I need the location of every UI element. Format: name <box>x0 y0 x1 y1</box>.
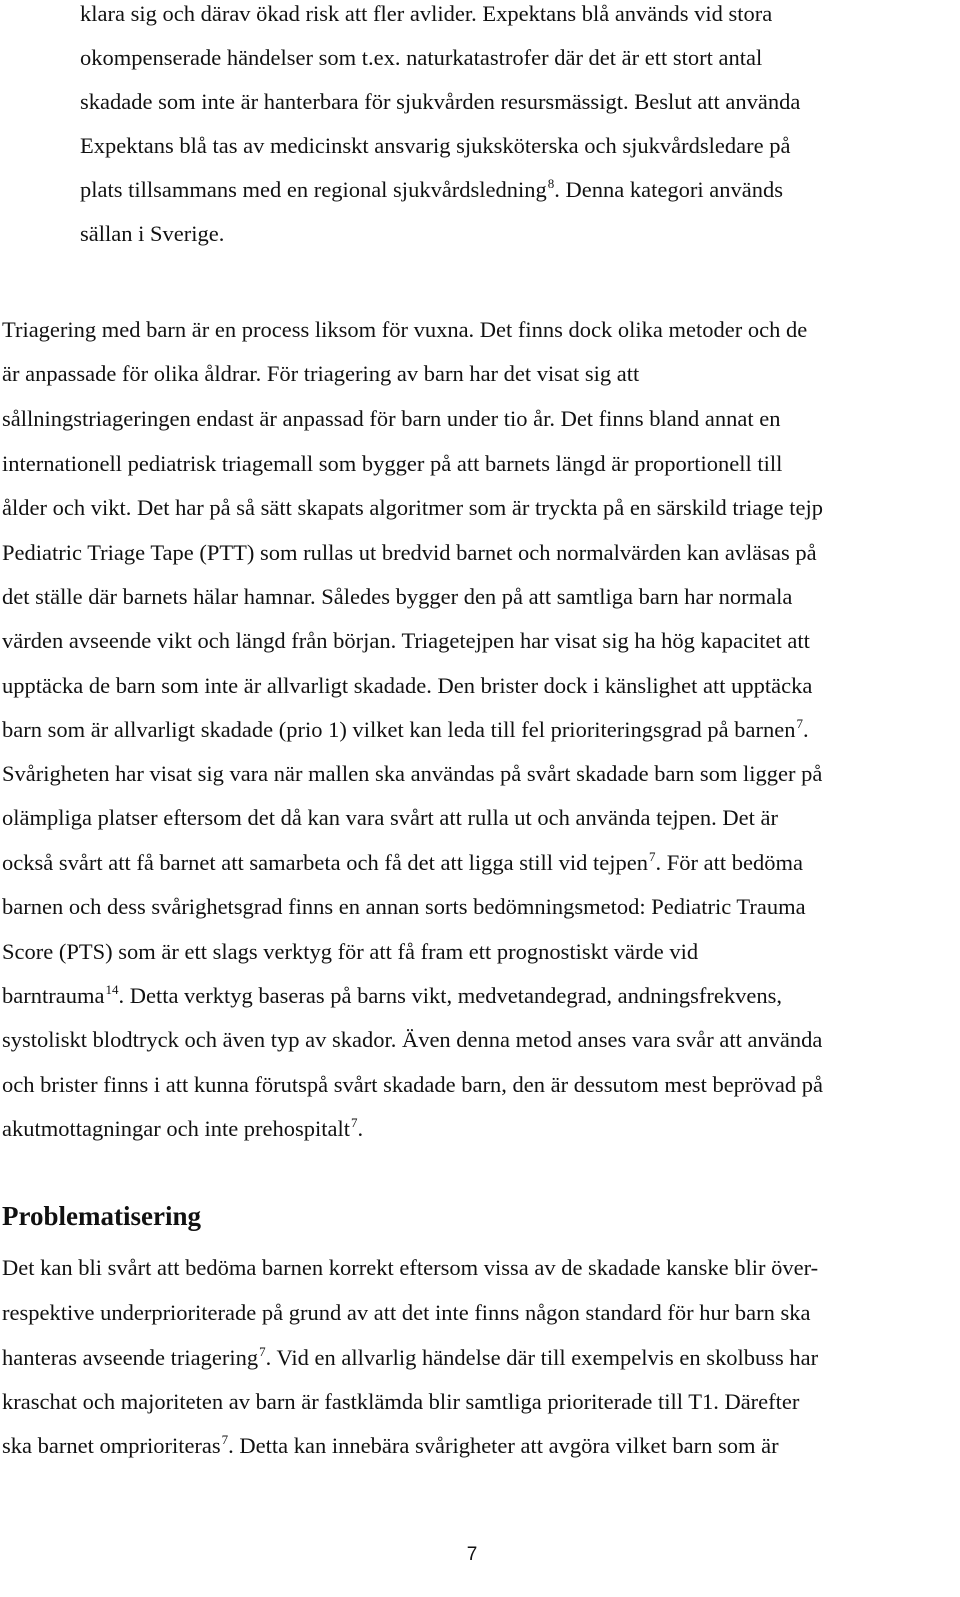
text-line: ålder och vikt. Det har på så sätt skapats algoritmer som är tryckta på en särskild triage tejp <box>2 495 823 520</box>
text-line: systoliskt blodtryck och även typ av skador. Även denna metod anses vara svår att använda <box>2 1027 823 1052</box>
text-line: barntrauma$^{14}$. Detta verktyg baseras på barns vikt, medvetandegrad, andningsfrekvens, <box>2 982 782 1008</box>
text-line: Svårigheten har visat sig vara när mallen ska användas på svårt skadade barn som ligger på <box>2 761 823 786</box>
text-line: värden avseende vikt och längd från början. Triagetejpen har visat sig ha hög kapacitet att <box>2 628 810 653</box>
text-line: okompenserade händelser som t.ex. naturkatastrofer där det är ett stort antal <box>80 45 763 70</box>
text-line: sällan i Sverige. <box>80 221 225 246</box>
text-line: Expektans blå tas av medicinskt ansvarig sjuksköterska och sjukvårdsledare på <box>80 133 791 158</box>
text-line: Score (PTS) som är ett slags verktyg för att få fram ett prognostiskt värde vid <box>2 939 699 964</box>
text-line: också svårt att få barnet att samarbeta och få det att ligga still vid tejpen$^7$. För att bedöma <box>2 849 803 875</box>
text-line: hanteras avseende triagering$^7$. Vid en allvarlig händelse där till exempelvis en skolbuss har <box>2 1344 819 1370</box>
text-line: plats tillsammans med en regional sjukvårdsledning$^8$. Denna kategori används <box>80 176 783 202</box>
text-line: det ställe där barnets hälar hamnar. Således bygger den på att samtliga barn har normala <box>2 584 793 609</box>
text-line: olämpliga platser eftersom det då kan vara svårt att rulla ut och använda tejpen. Det är <box>2 805 778 830</box>
text-line: skadade som inte är hanterbara för sjukvården resursmässigt. Beslut att använda <box>80 89 801 114</box>
reference-superscript: 7 <box>221 1432 229 1447</box>
reference-superscript: 7 <box>649 849 656 864</box>
reference-superscript: 14 <box>105 982 119 997</box>
page-number: 7 <box>466 1544 478 1565</box>
text-line: akutmottagningar och inte prehospitalt$^7$. <box>2 1115 364 1141</box>
text-line: Det kan bli svårt att bedöma barnen korrekt eftersom vissa av de skadade kanske blir över- <box>2 1255 819 1280</box>
section-heading: Problematisering <box>2 1201 201 1231</box>
reference-superscript: 7 <box>259 1344 266 1359</box>
text-line: respektive underprioriterade på grund av att det inte finns någon standard för hur barn ska <box>2 1300 811 1325</box>
text-line: barn som är allvarligt skadade (prio 1) vilket kan leda till fel prioriteringsgrad på barnen$^7$. <box>2 716 809 742</box>
text-line: Triagering med barn är en process liksom för vuxna. Det finns dock olika metoder och de <box>2 317 808 342</box>
text-line: Pediatric Triage Tape (PTT) som rullas ut bredvid barnet och normalvärden kan avläsas på <box>2 540 817 565</box>
text-line: sållningstriageringen endast är anpassad för barn under tio år. Det finns bland annat en <box>2 406 781 431</box>
text-line: är anpassade för olika åldrar. För triagering av barn har det visat sig att <box>2 361 640 386</box>
text-line: ska barnet omprioriteras$^7$. Detta kan innebära svårigheter att avgöra vilket barn som är <box>2 1432 779 1458</box>
text-line: internationell pediatrisk triagemall som bygger på att barnets längd är proportionell till <box>2 451 783 476</box>
text-line: och brister finns i att kunna förutspå svårt skadade barn, den är dessutom mest beprövad på <box>2 1072 824 1097</box>
reference-superscript: 7 <box>351 1115 358 1130</box>
text-line: barnen och dess svårighetsgrad finns en annan sorts bedömningsmetod: Pediatric Trauma <box>2 894 806 919</box>
reference-superscript: 8 <box>547 176 555 191</box>
text-line: kraschat och majoriteten av barn är fastklämda blir samtliga prioriterade till T1. Därefter <box>2 1389 800 1414</box>
text-line: upptäcka de barn som inte är allvarligt skadade. Den brister dock i känslighet att upptäcka <box>2 673 813 698</box>
text-line: klara sig och därav ökad risk att fler avlider. Expektans blå används vid stora <box>80 1 773 26</box>
reference-superscript: 7 <box>796 716 803 731</box>
